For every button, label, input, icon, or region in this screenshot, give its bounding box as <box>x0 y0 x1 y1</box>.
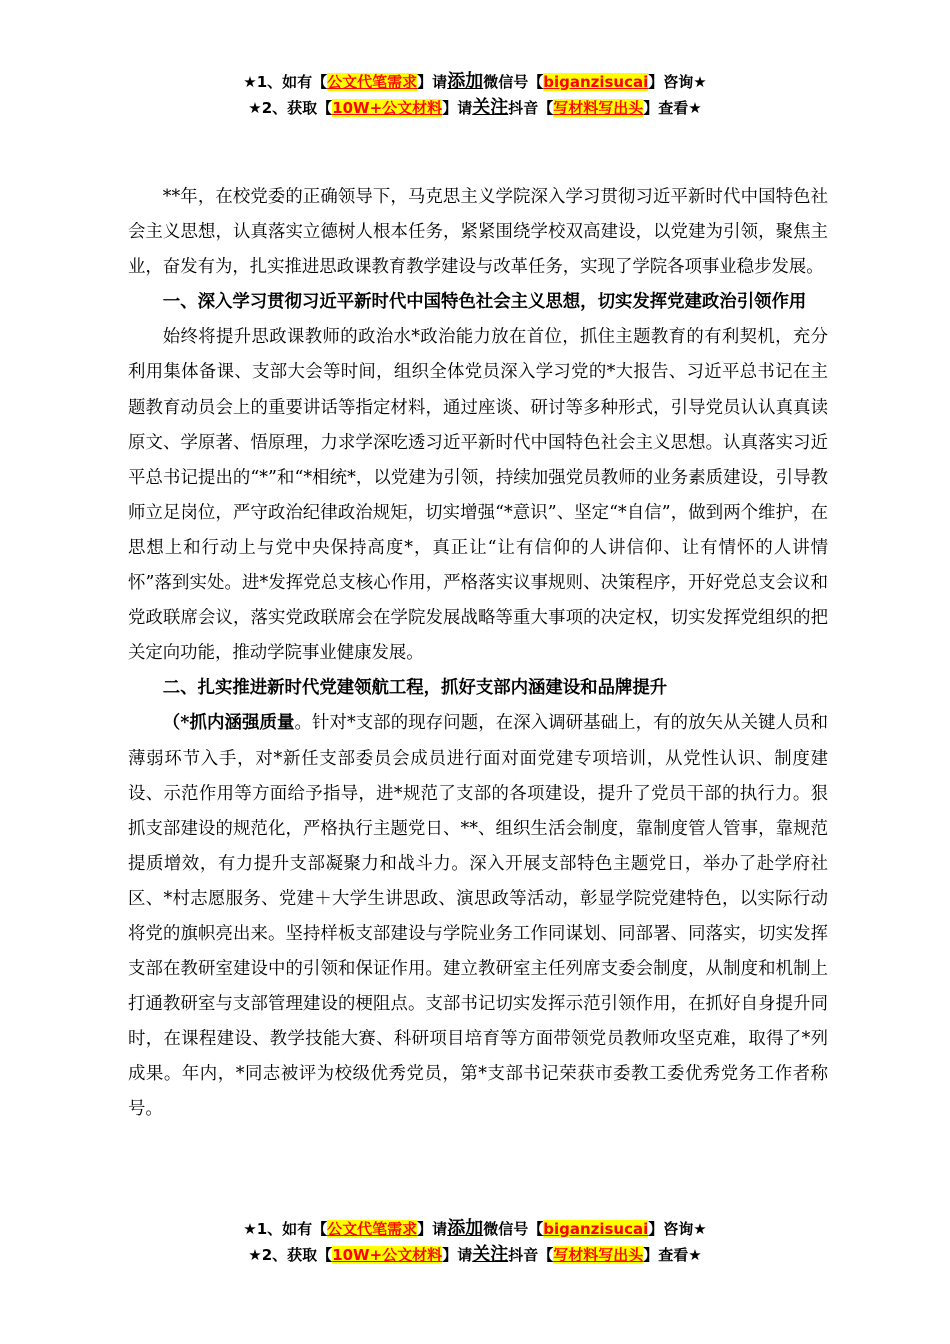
banner-line-2 <box>0 1242 950 1268</box>
section-heading-2: 二、扎实推进新时代党建领航工程，抓好支部内涵建设和品牌提升 <box>162 678 668 699</box>
banner-emphasis: 关注 <box>472 1244 509 1265</box>
banner-douyin-id: 写材料写出头 <box>553 1246 644 1264</box>
banner-text: ★2、获取【 <box>248 99 333 117</box>
header-banner <box>0 69 950 121</box>
banner-line-2 <box>0 95 950 121</box>
banner-emphasis: 关注 <box>472 97 509 118</box>
banner-highlight: 公文代笔需求 <box>327 1220 418 1238</box>
banner-text: ★1、如有【 <box>243 1220 328 1238</box>
section-2-paragraph <box>128 706 828 1127</box>
banner-text: 】请 <box>417 73 448 91</box>
banner-wechat-id: biganzisucai <box>543 73 649 91</box>
banner-text: 抖音【 <box>508 99 554 117</box>
banner-emphasis: 添加 <box>447 71 484 92</box>
banner-text: 】查看★ <box>643 99 702 117</box>
intro-paragraph: **年，在校党委的正确领导下，马克思主义学院深入学习贯彻习近平新时代中国特色社会主义思想，认真落实立德树人根本任务，紧紧围绕学校双高建设，以党建为引领，聚焦主业，奋发有为，扎实推进思政课教育教学建设与改革任务，实现了学院各项事业稳步发展。 <box>128 187 828 278</box>
document-body <box>128 180 828 1128</box>
banner-highlight: 公文代笔需求 <box>327 73 418 91</box>
banner-text: ★2、获取【 <box>248 1246 333 1264</box>
banner-douyin-id: 写材料写出头 <box>553 99 644 117</box>
banner-text: ★1、如有【 <box>243 73 328 91</box>
footer-banner <box>0 1216 950 1268</box>
section-heading-1: 一、深入学习贯彻习近平新时代中国特色社会主义思想，切实发挥党建政治引领作用 <box>162 292 807 313</box>
banner-text: 】咨询★ <box>648 1220 707 1238</box>
banner-text: 】咨询★ <box>648 73 707 91</box>
banner-wechat-id: biganzisucai <box>543 1220 649 1238</box>
banner-text: 】查看★ <box>643 1246 702 1264</box>
banner-text: 微信号【 <box>483 73 544 91</box>
banner-text: 】请 <box>442 99 473 117</box>
banner-line-1 <box>0 69 950 95</box>
banner-text: 】请 <box>442 1246 473 1264</box>
banner-text: 抖音【 <box>508 1246 554 1264</box>
banner-highlight: 10W+公文材料 <box>332 99 443 117</box>
banner-highlight: 10W+公文材料 <box>332 1246 443 1264</box>
banner-emphasis: 添加 <box>447 1218 484 1239</box>
banner-line-1 <box>0 1216 950 1242</box>
banner-text: 微信号【 <box>483 1220 544 1238</box>
banner-text: 】请 <box>417 1220 448 1238</box>
subsection-lead: （*抓内涵强质量 <box>162 713 295 734</box>
subsection-text: 。针对*支部的现存问题，在深入调研基础上，有的放矢从关键人员和薄弱环节入手，对*新任支部委员会成员进行面对面党建专项培训，从党性认识、制度建设、示范作用等方面给予指导，进*规范了支部的各项建设，提升了党员干部的执行力。狠抓支部建设的规范化，严格执行主题党日、**、组织生活会制度，靠制度管人管事，靠规范提质增效，有力提升支部凝聚力和战斗力。深入开展支部特色主题党日，举办了赴学府社区、*村志愿服务、党建＋大学生讲思政、演思政等活动，彰显学院党建特色，以实际行动将党的旗帜亮出来。坚持样板支部建设与学院业务工作同谋划、同部署、同落实，切实发挥支部在教研室建设中的引领和保证作用。建立教研室主任列席支委会制度，从制度和机制上打通教研室与支部管理建设的梗阻点。支部书记切实发挥示范引领作用，在抓好自身提升同时，在课程建设、教学技能大赛、科研项目培育等方面带领党员教师攻坚克难，取得了*列成果。年内，*同志被评为校级优秀党员，第*支部书记荣获市委教工委优秀党务工作者称号。 <box>128 713 828 1120</box>
section-1-paragraph: 始终将提升思政课教师的政治水*政治能力放在首位，抓住主题教育的有利契机，充分利用集体备课、支部大会等时间，组织全体党员深入学习党的*大报告、习近平总书记在主题教育动员会上的重要讲话等指定材料，通过座谈、研讨等多种形式，引导党员认认真真读原文、学原著、悟原理，力求学深吃透习近平新时代中国特色社会主义思想。认真落实习近平总书记提出的“*”和“*相统*，以党建为引领，持续加强党员教师的业务素质建设，引导教师立足岗位，严守政治纪律政治规矩，切实增强“*意识”、坚定“*自信”，做到两个维护，在思想上和行动上与党中央保持高度*，真正让“让有信仰的人讲信仰、让有情怀的人讲情怀”落到实处。进*发挥党总支核心作用，严格落实议事规则、决策程序，开好党总支会议和党政联席会议，落实党政联席会在学院发展战略等重大事项的决定权，切实发挥党组织的把关定向功能，推动学院事业健康发展。 <box>128 327 828 664</box>
